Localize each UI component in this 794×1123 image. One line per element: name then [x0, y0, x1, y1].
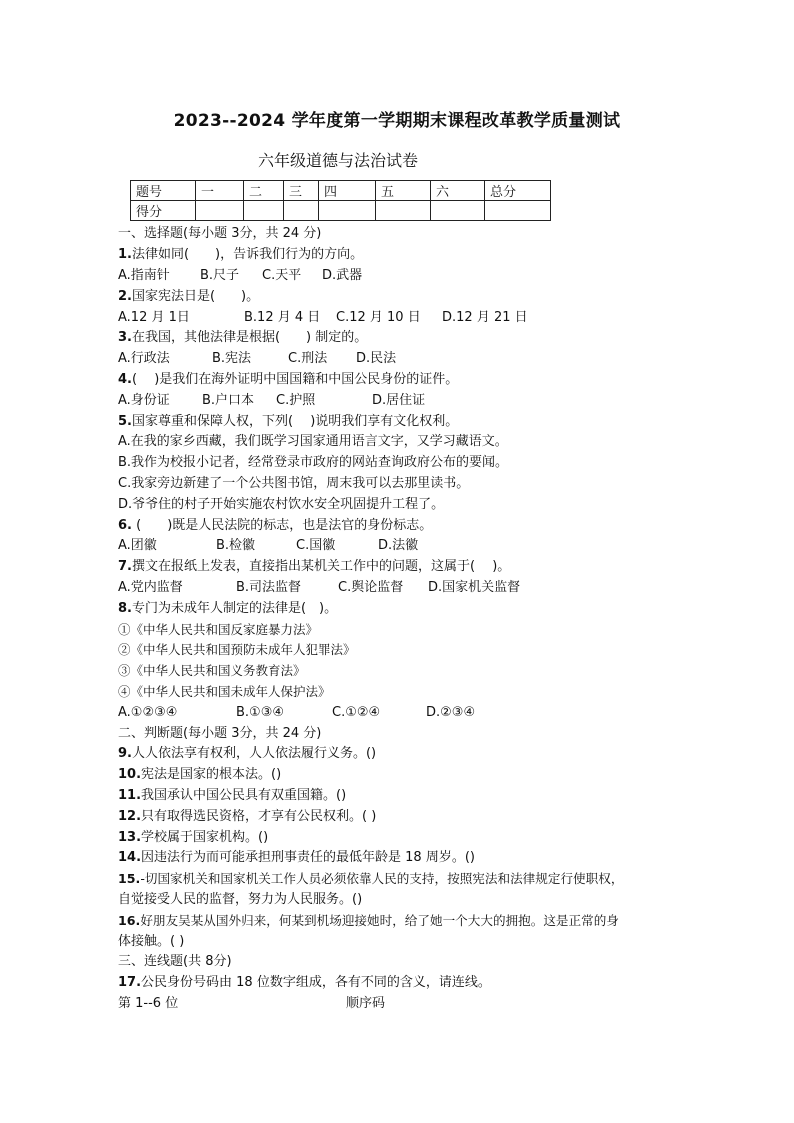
q8-law-2: ②《中华人民共和国预防未成年人犯罪法》 [118, 642, 356, 657]
question-text: 撰文在报纸上发表，直接指出某机关工作中的问题，这属于( )。 [131, 559, 511, 574]
score-header-cell: 三 [284, 181, 319, 201]
question-number: 1. [118, 247, 132, 262]
question-text: 国家尊重和保障人权，下列( )说明我们享有文化权利。 [131, 414, 459, 429]
q7-option-a: A.党内监督 [118, 580, 183, 595]
question-number: 17. [118, 975, 142, 990]
score-header-cell: 题号 [131, 181, 196, 201]
question-16 [118, 912, 619, 930]
question-12 [118, 808, 376, 826]
question-number: 5. [118, 414, 132, 429]
question-9 [118, 745, 376, 763]
q2-option-b: B.12 月 4 日 [244, 310, 321, 325]
q8-option-b: B.①③④ [236, 705, 285, 720]
exam-subtitle: 六年级道德与法治试卷 [258, 151, 419, 170]
score-header-cell: 二 [244, 181, 284, 201]
score-cell[interactable] [319, 201, 376, 221]
section1-heading: 一、选择题(每小题 3分，共 24 分) [118, 226, 322, 241]
score-table-header-row [131, 181, 551, 201]
score-table [130, 180, 551, 221]
question-text: 公民身份号码由 18 位数字组成，各有不同的含义，请连线。 [141, 975, 491, 990]
q6-option-b: B.检徽 [216, 538, 256, 553]
q3-option-b: B.宪法 [212, 351, 252, 366]
match-right-item: 顺序码 [346, 996, 386, 1011]
q6-option-c: C.国徽 [296, 538, 336, 553]
score-header-cell: 六 [431, 181, 485, 201]
q6-option-a: A.团徽 [118, 538, 157, 553]
question-number: 9. [118, 746, 132, 761]
question-number: 11. [118, 788, 142, 803]
q3-option-d: D.民法 [356, 351, 397, 366]
score-cell[interactable] [485, 201, 551, 221]
q4-option-d: D.居住证 [372, 393, 426, 408]
score-header-cell: 总分 [485, 181, 551, 201]
question-number: 16. [118, 913, 141, 928]
q5-option-b: B.我作为校报小记者，经常登录市政府的网站查询政府公布的要闻。 [118, 455, 509, 470]
question-text: 学校属于国家机构。() [141, 830, 269, 845]
score-header-cell: 四 [319, 181, 376, 201]
question-5 [118, 413, 458, 431]
q5-option-d: D.爷爷住的村子开始实施农村饮水安全巩固提升工程了。 [118, 497, 445, 512]
q5-option-c: C.我家旁边新建了一个公共图书馆，周末我可以去那里读书。 [118, 476, 470, 491]
score-cell[interactable] [431, 201, 485, 221]
question-text: 因违法行为而可能承担刑事责任的最低年龄是 18 周岁。() [141, 850, 475, 865]
question-text: 宪法是国家的根本法。() [141, 767, 282, 782]
score-cell[interactable] [196, 201, 244, 221]
question-11 [118, 787, 346, 805]
question-number: 4. [118, 372, 132, 387]
question-10 [118, 766, 281, 784]
section2-heading: 二、判断题(每小题 3分，共 24 分) [118, 726, 322, 741]
question-text: 专门为未成年人制定的法律是( )。 [131, 601, 338, 616]
q8-law-3: ③《中华人民共和国义务教育法》 [118, 663, 306, 678]
section3-heading: 三、连线题(共 8分) [118, 954, 232, 969]
question-17 [118, 974, 491, 992]
question-1 [118, 246, 363, 264]
question-text: 在我国，其他法律是根据( ) 制定的。 [131, 330, 368, 345]
question-15 [118, 870, 623, 888]
question-6 [118, 517, 432, 535]
score-table-score-row [131, 201, 551, 221]
score-header-cell: 一 [196, 181, 244, 201]
question-2 [118, 288, 259, 306]
q7-option-d: D.国家机关监督 [428, 580, 521, 595]
question-number: 6. [118, 518, 132, 533]
question-number: 7. [118, 559, 132, 574]
q8-option-d: D.②③④ [426, 705, 476, 720]
question-text: ( )是我们在海外证明中国国籍和中国公民身份的证件。 [131, 372, 459, 387]
score-cell[interactable] [284, 201, 319, 221]
q2-option-a: A.12 月 1日 [118, 310, 190, 325]
q7-option-b: B.司法监督 [236, 580, 302, 595]
question-text: 法律如同( )，告诉我们行为的方向。 [131, 247, 364, 262]
q4-option-b: B.户口本 [202, 393, 255, 408]
question-number: 12. [118, 809, 142, 824]
q8-law-4: ④《中华人民共和国未成年人保护法》 [118, 684, 331, 699]
q4-option-a: A.身份证 [118, 393, 170, 408]
question-number: 13. [118, 830, 142, 845]
question-text: 国家宪法日是( )。 [131, 289, 260, 304]
score-cell[interactable] [376, 201, 431, 221]
q1-option-a: A.指南针 [118, 268, 170, 283]
question-13 [118, 829, 268, 847]
question-text: 好朋友吴某从国外归来，何某到机场迎接她时，给了她一个大大的拥抱。这是正常的身 [140, 913, 619, 928]
question-text: ( )既是人民法院的标志，也是法官的身份标志。 [131, 518, 433, 533]
q1-option-d: D.武器 [322, 268, 363, 283]
question-text: 只有取得选民资格，才享有公民权利。( ) [141, 809, 377, 824]
score-cell[interactable] [244, 201, 284, 221]
question-7 [118, 558, 510, 576]
question-text: -切国家机关和国家机关工作人员必须依靠人民的支持，按照宪法和法律规定行使职权， [140, 871, 624, 886]
q2-option-c: C.12 月 10 日 [336, 310, 421, 325]
score-header-cell: 五 [376, 181, 431, 201]
q1-option-c: C.天平 [262, 268, 302, 283]
question-text: 人人依法享有权利，人人依法履行义务。() [131, 746, 377, 761]
q8-option-c: C.①②④ [332, 705, 381, 720]
q4-option-c: C.护照 [276, 393, 316, 408]
q6-option-d: D.法徽 [378, 538, 419, 553]
question-number: 8. [118, 601, 132, 616]
question-number: 14. [118, 850, 142, 865]
q7-option-c: C.舆论监督 [338, 580, 404, 595]
question-number: 3. [118, 330, 132, 345]
question-3 [118, 329, 367, 347]
q3-option-a: A.行政法 [118, 351, 170, 366]
question-text: 我国承认中国公民具有双重国籍。() [141, 788, 347, 803]
exam-title: 2023--2024 学年度第一学期期末课程改革教学质量测试 [173, 111, 621, 131]
question-14 [118, 849, 475, 867]
question-number: 15. [118, 871, 141, 886]
score-row-label: 得分 [131, 201, 196, 221]
question-16-continued: 体接触。( ) [118, 934, 185, 949]
question-8 [118, 600, 337, 618]
match-left-item: 第 1--6 位 [118, 996, 179, 1011]
question-number: 2. [118, 289, 132, 304]
question-4 [118, 371, 458, 389]
q1-option-b: B.尺子 [200, 268, 240, 283]
question-number: 10. [118, 767, 142, 782]
q8-law-1: ①《中华人民共和国反家庭暴力法》 [118, 622, 319, 637]
question-15-continued: 自觉接受人民的监督，努力为人民服务。() [118, 892, 363, 907]
q8-option-a: A.①②③④ [118, 705, 178, 720]
q5-option-a: A.在我的家乡西藏，我们既学习国家通用语言文字，又学习藏语文。 [118, 434, 508, 449]
q2-option-d: D.12 月 21 日 [442, 310, 528, 325]
q3-option-c: C.刑法 [288, 351, 328, 366]
